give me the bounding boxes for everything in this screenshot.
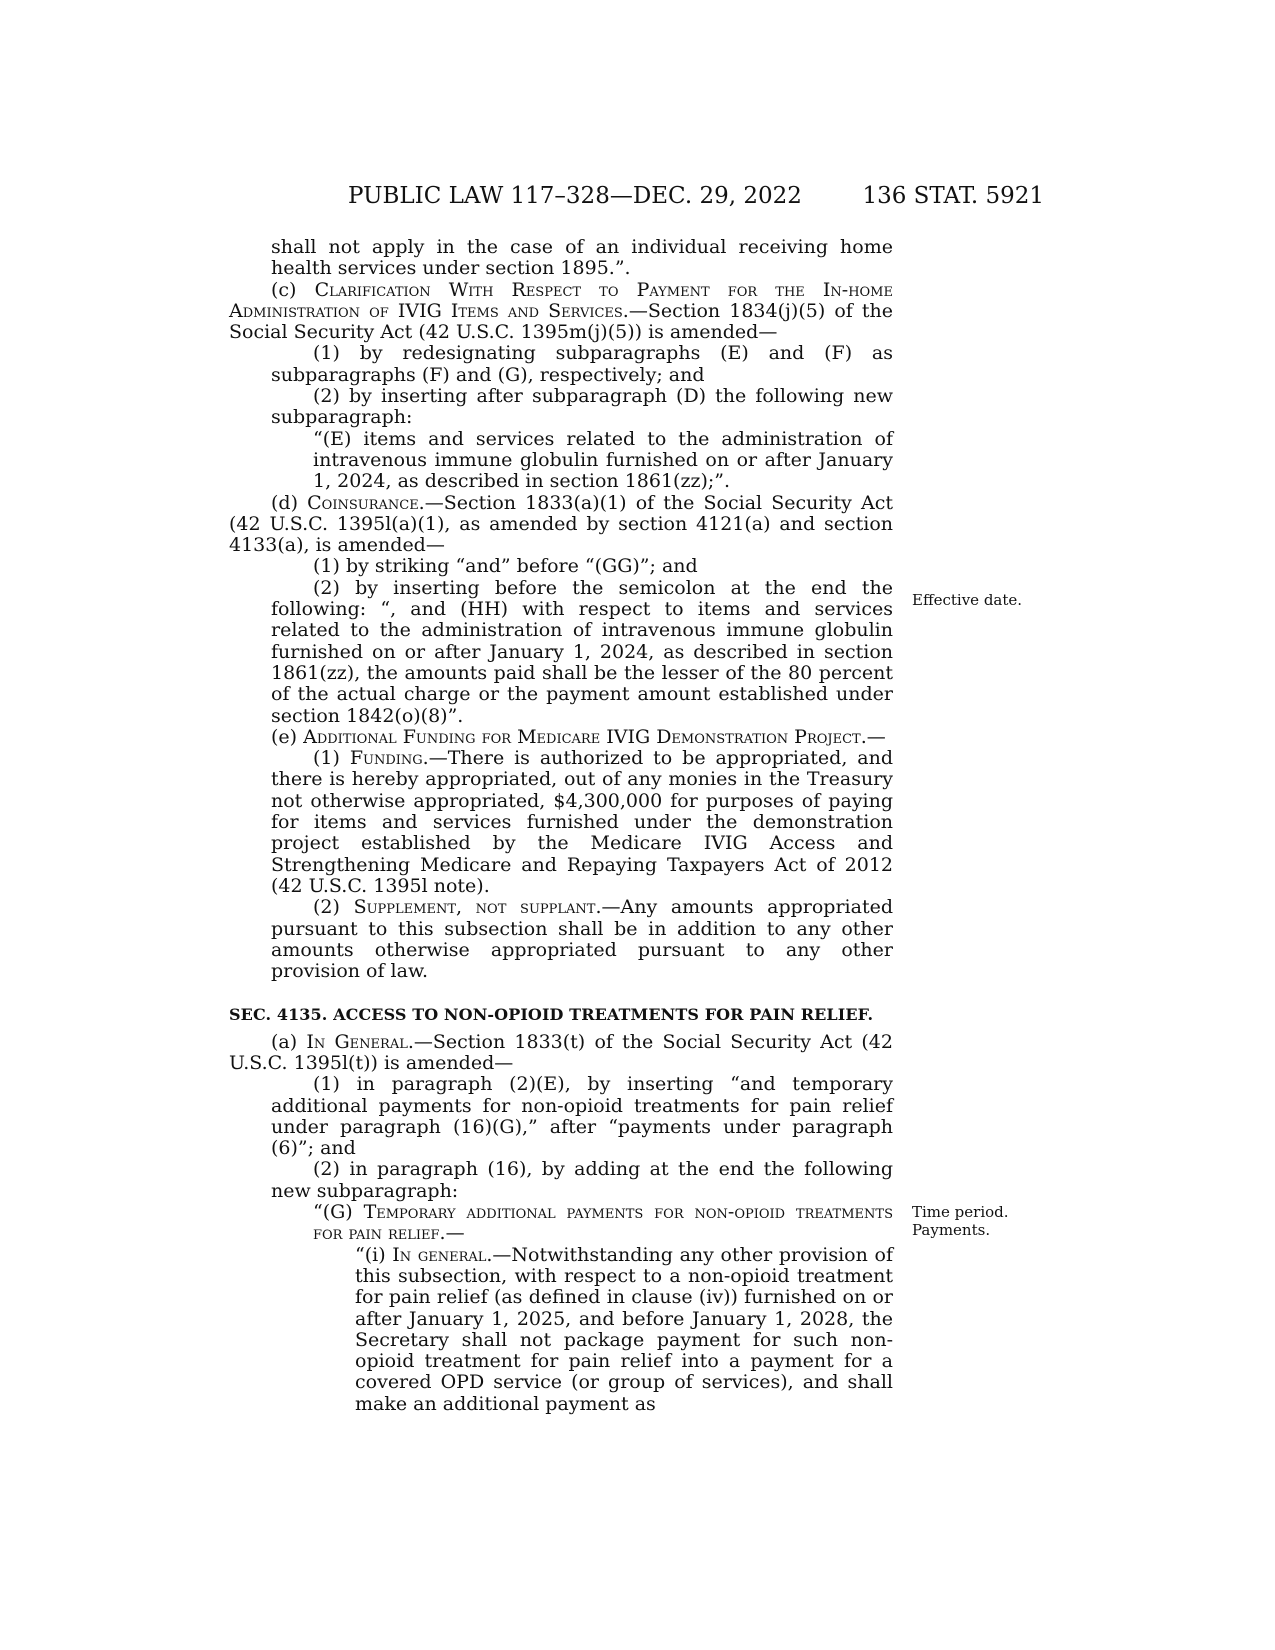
margin-note-payments-line: Payments. [912,1221,991,1239]
subsection-c-para-1: (1) by redesignating subparagraphs (E) and (F) as subparagraphs (F) and (G), respectively; and [271,342,893,386]
margin-note-effective-date: Effective date. [912,591,1023,609]
paragraph-continuation: shall not apply in the case of an individual receiving home health services under section 1895.”. [271,236,893,280]
subsection-a-para-1: (1) in paragraph (2)(E), by inserting “and temporary additional payments for non-opioid treatments for pain relief under paragraph (16)(G),” after “payments under paragraph (6)”; and [271,1073,893,1160]
subsection-a-heading: In General. [306,1030,414,1053]
page-header [348,183,1044,223]
supplement-heading: Supplement, not supplant. [353,896,602,919]
clause-i-heading: In general. [392,1243,493,1266]
subsection-e-para-2: (2) Supplement, not supplant.—Any amounts appropriated pursuant to this subsection shall be in addition to any other amounts otherwise appropriated pursuant to any other provision of law. [271,896,893,983]
law-title: PUBLIC LAW 117–328—DEC. 29, 2022 [348,183,802,209]
funding-heading: Funding. [349,747,429,770]
law-text [229,237,893,1415]
subsection-c: (c) Clarification With Respect to Payment for the In-home Administration of IVIG Items and Services.—Section 1834(j)(5) of the Social Security Act (42 U.S.C. 1395m(j)(5)) is amended— [229,278,894,344]
subsection-c-para-2: (2) by inserting after subparagraph (D) the following new subparagraph: [271,385,893,429]
margin-note-time-period [912,1203,1009,1239]
subsection-e-para-1: (1) Funding.—There is authorized to be appropriated, and there is hereby appropriated, out of any monies in the Treasury not otherwise appropriated, $4,300,000 for purposes of paying for items and services furnished under the demonstration project established by the Medicare IVIG Access and Strengthening Medicare and Repaying Taxpayers Act of 2012 (42 U.S.C. 1395l note). [271,747,893,897]
subsection-a: (a) In General.—Section 1833(t) of the Social Security Act (42 U.S.C. 1395l(t)) is amended— [229,1030,893,1074]
subparagraph-g-heading: Temporary additional payments for non-opioid treatments for pain relief. [313,1201,893,1245]
clause-i: “(i) In general.—Notwithstanding any other provision of this subsection, with respect to a non-opioid treatment for pain relief (as defined in clause (iv)) furnished on or after January 1, 2025, and before January 1, 2028, the Secretary shall not package payment for such non-opioid treatment for pain relief into a payment for a covered OPD service (or group of services), and shall make an additional payment as [355,1243,893,1415]
subsection-a-para-2: (2) in paragraph (16), by adding at the end the following new subparagraph: [271,1158,893,1202]
margin-note-time-period-line: Time period. [912,1203,1009,1221]
subparagraph-g: “(G) Temporary additional payments for non-opioid treatments for pain relief.— [313,1201,893,1245]
subsection-d: (d) Coinsurance.—Section 1833(a)(1) of the Social Security Act (42 U.S.C. 1395l(a)(1), as amended by section 4121(a) and section 4133(a), is amended— [229,491,894,557]
subsection-e-heading: Additional Funding for Medicare IVIG Demonstration Project. [303,725,867,748]
statute-page-number: 136 STAT. 5921 [862,183,1044,209]
subsection-d-para-2: (2) by inserting before the semicolon at the end the following: “, and (HH) with respect to items and services related to the administration of intravenous immune globulin furnished on or after January 1, 2024, as described in section 1861(zz), the amounts paid shall be the lesser of the 80 percent of the actual charge or the payment amount established under section 1842(o)(8)”. [271,576,893,727]
section-heading: SEC. 4135. ACCESS TO NON-OPIOID TREATMENTS FOR PAIN RELIEF. [229,1005,874,1025]
subsection-e: (e) Additional Funding for Medicare IVIG Demonstration Project.— [271,725,886,748]
subsection-d-para-1: (1) by striking “and” before “(GG)”; and [313,555,698,578]
subsection-c-quote: “(E) items and services related to the administration of intravenous immune globulin furnished on or after January 1, 2024, as described in section 1861(zz);”. [313,427,893,493]
subsection-d-heading: Coinsurance. [307,491,425,514]
subsection-c-heading: Clarification With Respect to Payment for the In-home Administration of IVIG Items and Services. [229,278,893,322]
